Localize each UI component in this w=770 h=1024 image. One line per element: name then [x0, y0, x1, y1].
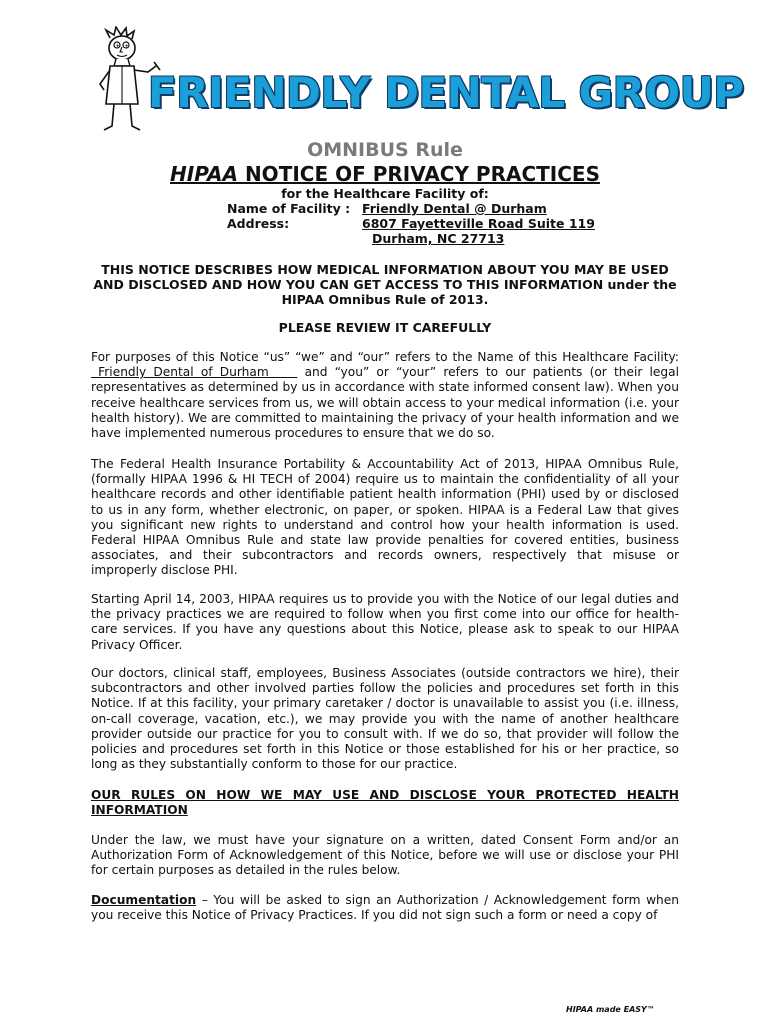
notice-description: THIS NOTICE DESCRIBES HOW MEDICAL INFORMATION ABOUT YOU MAY BE USED AND DISCLOSED AND HOW YOU CAN GET ACCESS TO THIS INFORMATION under the HIPAA Omnibus Rule of 2013. [93, 262, 677, 307]
paragraph-definitions [91, 350, 679, 441]
documentation-text: – You will be asked to sign an Authorization / Acknowledgement form when you receive this Notice of Privacy Practices. If you did not sign such a form or need a copy of [91, 893, 679, 923]
rules-section-heading: OUR RULES ON HOW WE MAY USE AND DISCLOSE YOUR PROTECTED HEALTH INFORMATION [91, 788, 679, 818]
brand-name: FRIENDLY DENTAL GROUP [148, 68, 744, 117]
paragraph-notice-start: Starting April 14, 2003, HIPAA requires us to provide you with the Notice of our legal duties and the privacy practices we are required to follow when you first come into our office for health-care services. If you have any questions about this Notice, please ask to speak to our HIPAA Privacy Officer. [91, 592, 679, 652]
paragraph-hipaa-law: The Federal Health Insurance Portability & Accountability Act of 2013, HIPAA Omnibus Rule, (formally HIPAA 1996 & HI TECH of 2004) require us to maintain the confidentiality of all your healthcare records and other identifiable patient health information (PHI) used by or disclosed to us in any form, whether electronic, on paper, or spoken. HIPAA is a Federal Law that gives you significant new rights to understand and control how your health information is used. Federal HIPAA Omnibus Rule and state law provide penalties for covered entities, business associates, and their subcontractors and records owners, respectively that misuse or improperly disclose PHI. [91, 457, 679, 578]
footer-mark: HIPAA made EASY™ [566, 1005, 655, 1014]
letterhead [92, 26, 744, 136]
document-title [0, 162, 770, 186]
review-instruction: PLEASE REVIEW IT CAREFULLY [278, 320, 492, 335]
p1-text-a: For purposes of this Notice “us” “we” and “our” refers to the Name of this Healthcare Facility: [91, 350, 679, 364]
paragraph-documentation [91, 893, 679, 923]
paragraph-consent: Under the law, we must have your signature on a written, dated Consent Form and/or an Authorization Form of Acknowledgement of this Notice, before we will use or disclose your PHI for certain purposes as detailed in the rules below. [91, 833, 679, 878]
p1-text-b: and “you” or “your” refers to our patients (or their legal representatives as determined by us in accordance with state informed consent law). When you receive healthcare services from us, we will obtain access to your medical information (i.e. your health history). We are committed to maintaining the privacy of your health information and we have implemented numerous procedures to ensure that we do so. [91, 365, 680, 441]
facility-address-line1: 6807 Fayetteville Road Suite 119 [362, 216, 595, 231]
documentation-term: Documentation [91, 893, 197, 907]
title-rest: NOTICE OF PRIVACY PRACTICES [237, 162, 600, 186]
paragraph-providers: Our doctors, clinical staff, employees, Business Associates (outside contractors we hire), their subcontractors and other involved parties follow the policies and procedures set forth in this Notice. If at this facility, your primary caretaker / doctor is unavailable to assist you (i.e. illness, on-call coverage, vacation, etc.), we may provide you with the name of another healthcare provider outside our practice for you to consult with. If we do so, that provider will follow the policies and procedures set forth in this Notice or those established for his or her practice, so long as they substantially conform to those for our practice. [91, 666, 679, 772]
p1-facility-name: Friendly Dental of Durham [91, 365, 298, 380]
facility-name-value: Friendly Dental @ Durham [362, 201, 547, 216]
title-hipaa: HIPAA [170, 162, 238, 186]
facility-address-label: Address: [227, 216, 290, 231]
facility-name-label: Name of Facility : [227, 201, 351, 216]
facility-address-line2: Durham, NC 27713 [372, 231, 505, 246]
facility-intro: for the Healthcare Facility of: [281, 186, 489, 201]
omnibus-rule-heading: OMNIBUS Rule [307, 139, 463, 161]
